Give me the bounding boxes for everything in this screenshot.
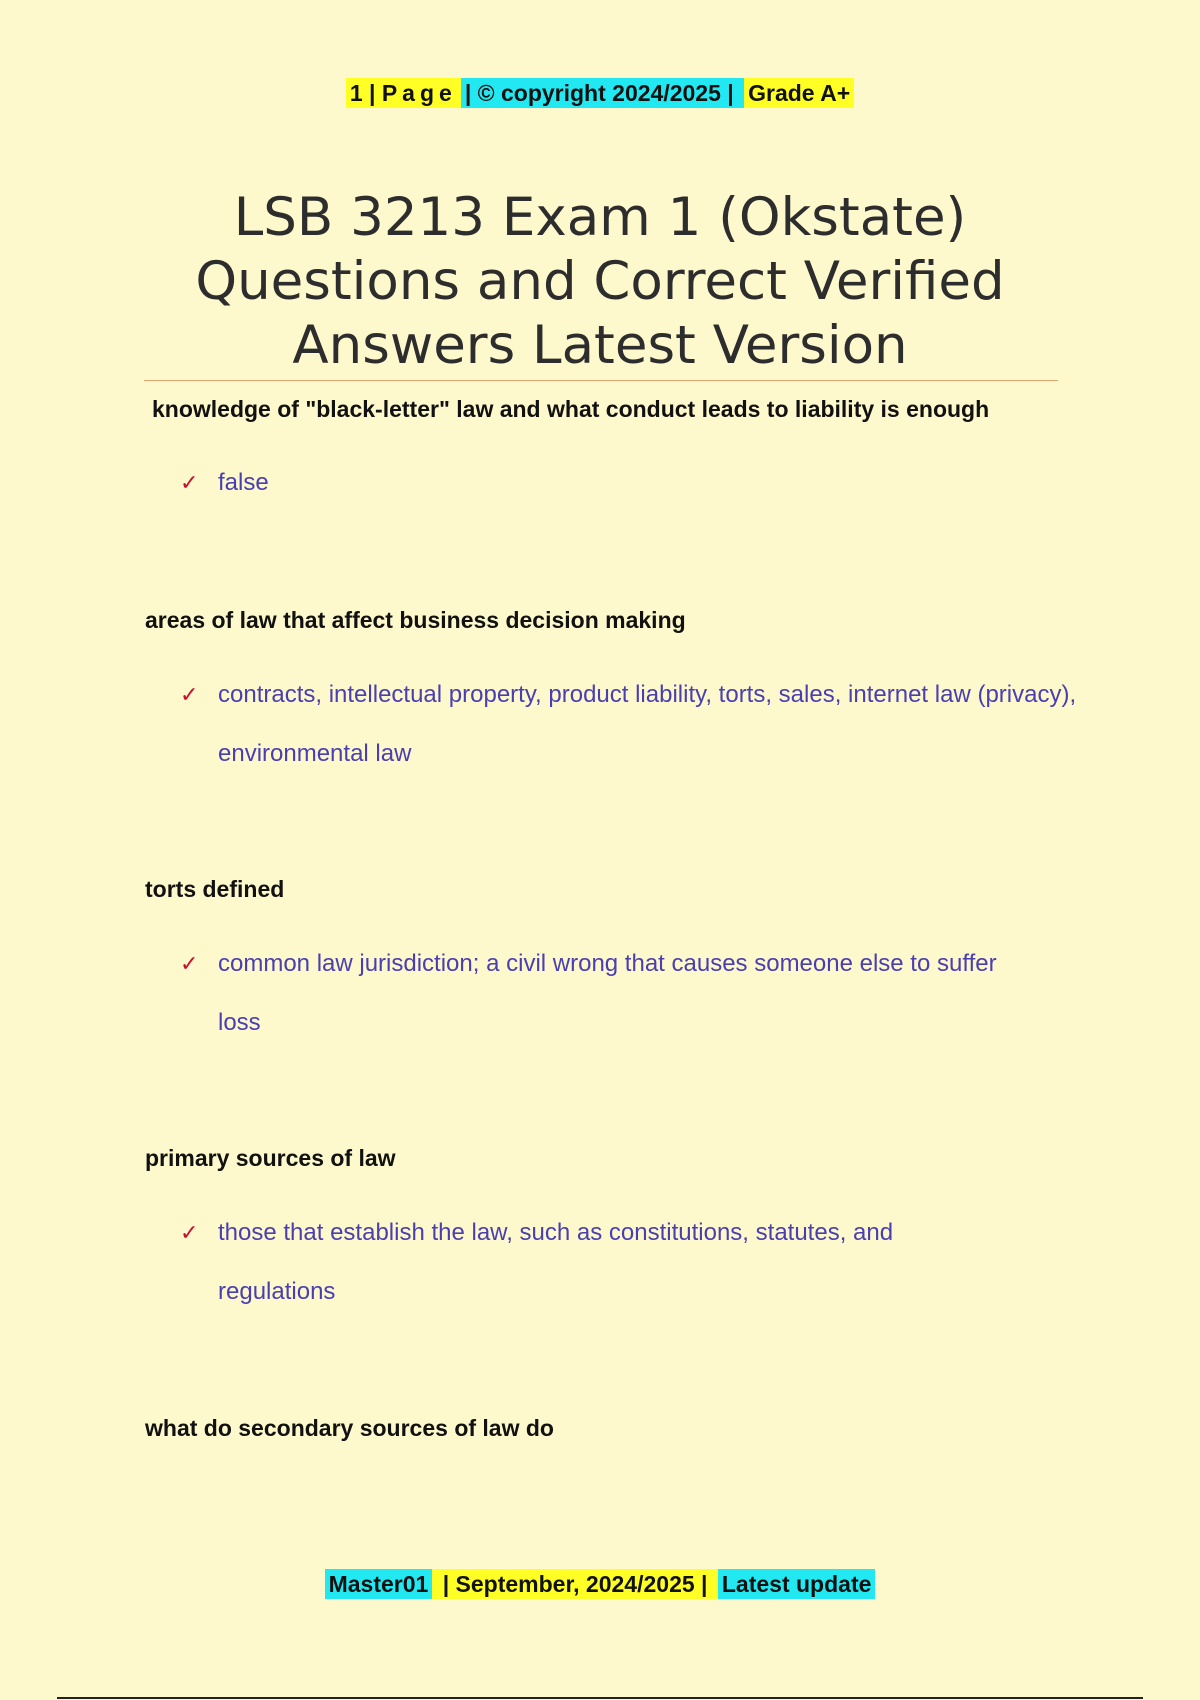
answer-2-text: contracts, intellectual property, product liability, torts, sales, internet law (privacy), environmental law — [218, 681, 1077, 767]
checkmark-icon: ✓ — [180, 682, 199, 707]
answer-2 — [180, 665, 1080, 783]
page-header — [0, 76, 1200, 110]
header-page-label — [346, 78, 461, 108]
title-line-2: Questions and Correct Verified — [195, 251, 1005, 312]
document-title — [145, 186, 1055, 378]
answer-4 — [180, 1203, 1000, 1321]
answer-3-text: common law jurisdiction; a civil wrong that causes someone else to suffer loss — [218, 950, 997, 1036]
question-1: knowledge of "black-letter" law and what conduct leads to liability is enough — [152, 396, 990, 422]
question-3: torts defined — [145, 876, 285, 902]
header-page-number: 1 — [349, 80, 363, 106]
checkmark-icon: ✓ — [180, 951, 199, 976]
answer-1-text: false — [218, 469, 269, 496]
checkmark-icon: ✓ — [180, 470, 199, 495]
footer-author: Master01 — [325, 1569, 433, 1599]
footer-update: Latest update — [718, 1569, 876, 1599]
question-2: areas of law that affect business decision making — [145, 607, 686, 633]
header-separator: | — [362, 80, 382, 106]
answer-3 — [180, 934, 1030, 1052]
header-copyright: | © copyright 2024/2025 | — [461, 78, 744, 108]
title-line-1: LSB 3213 Exam 1 (Okstate) — [233, 187, 967, 248]
header-page-word: Page — [381, 80, 457, 106]
page-footer — [0, 1567, 1200, 1601]
title-divider — [144, 380, 1058, 381]
answer-1 — [180, 453, 1080, 512]
title-line-3: Answers Latest Version — [292, 315, 908, 376]
answer-4-text: those that establish the law, such as constitutions, statutes, and regulations — [218, 1219, 894, 1305]
bottom-divider — [57, 1697, 1143, 1699]
checkmark-icon: ✓ — [180, 1220, 199, 1245]
footer-date: | September, 2024/2025 | — [432, 1569, 718, 1599]
question-5: what do secondary sources of law do — [145, 1415, 554, 1441]
header-grade: Grade A+ — [744, 78, 854, 108]
question-4: primary sources of law — [145, 1145, 396, 1171]
